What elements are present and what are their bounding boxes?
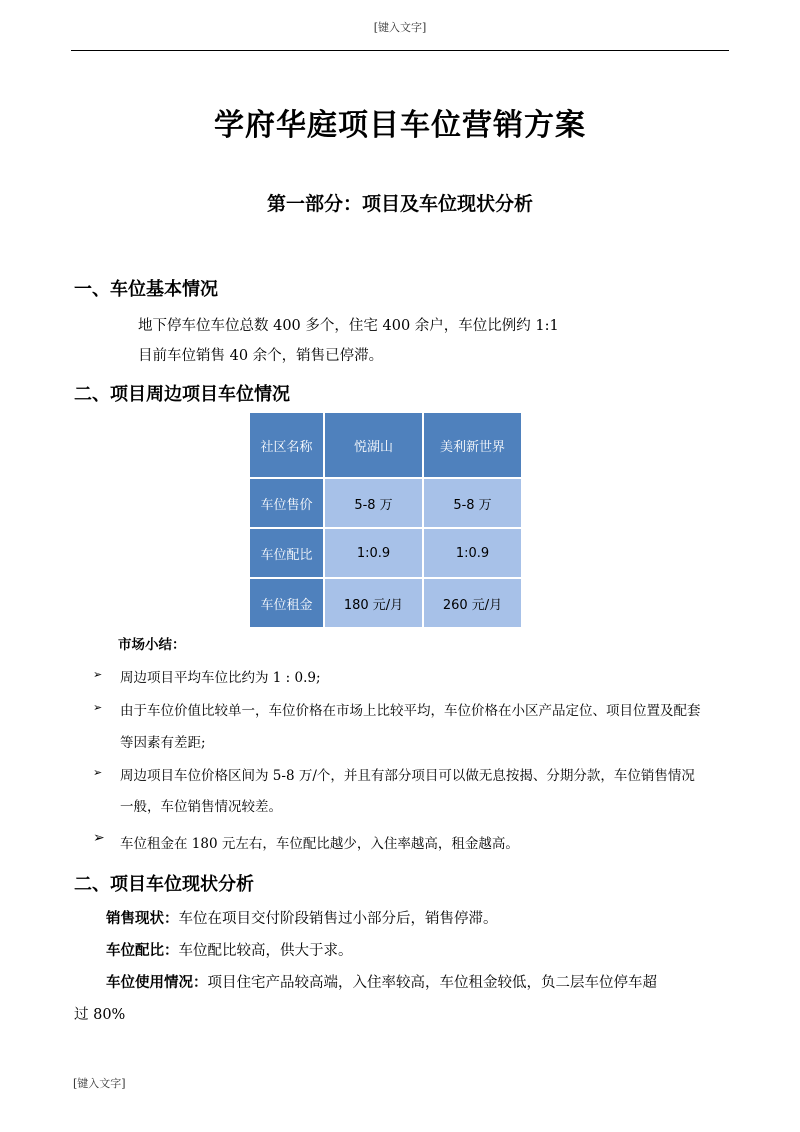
table-row [250,529,521,577]
table-cell: 1:0.9 [424,529,521,577]
table-row [250,479,521,527]
status-continuation: 过 80% [74,1007,126,1023]
bullet-item: 周边项目车位价格区间为 5-8 万/个，并且有部分项目可以做无息按揭、分期分款，车位销售情况 [120,768,695,784]
arrow-bullet-icon: ➢ [93,701,103,714]
bullet-item: 周边项目平均车位比约为 1 : 0.9; [120,670,321,686]
status-line [106,907,498,928]
row-label: 车位售价 [250,479,323,527]
arrow-bullet-icon: ➢ [93,830,105,846]
section-heading-surrounding: 二、项目周边项目车位情况 [74,384,290,405]
row-label: 车位配比 [250,529,323,577]
table-row [250,579,521,627]
table-cell: 180 元/月 [325,579,422,627]
page-header: [键入文字] [373,21,427,34]
header-divider [71,50,729,51]
table-cell: 5-8 万 [325,479,422,527]
document-title: 学府华庭项目车位营销方案 [214,108,586,143]
row-label: 车位租金 [250,579,323,627]
bullet-item-continuation: 等因素有差距; [120,735,206,751]
status-text: 车位在项目交付阶段销售过小部分后，销售停滞。 [178,911,498,927]
table-cell: 260 元/月 [424,579,521,627]
table-cell: 1:0.9 [325,529,422,577]
table-header-cell: 悦湖山 [325,413,422,477]
arrow-bullet-icon: ➢ [93,668,103,681]
arrow-bullet-icon: ➢ [93,766,103,779]
status-text: 车位配比较高，供大于求。 [178,943,353,959]
part-heading: 第一部分：项目及车位现状分析 [266,193,533,215]
bullet-item-continuation: 一般，车位销售情况较差。 [120,799,282,815]
status-line [106,939,353,960]
table-cell: 5-8 万 [424,479,521,527]
table-header-cell: 美利新世界 [424,413,521,477]
section-heading-basic: 一、车位基本情况 [74,279,218,300]
status-label: 车位使用情况： [106,975,208,991]
bullet-item: 车位租金在 180 元左右，车位配比越少，入住率越高，租金越高。 [120,836,519,852]
status-text: 项目住宅产品较高端，入住率较高，车位租金较低，负二层车位停车超 [207,975,657,991]
comparison-table [248,411,523,629]
status-label: 销售现状： [106,911,179,927]
paragraph-line: 目前车位销售 40 余个，销售已停滞。 [138,348,384,364]
status-label: 车位配比： [106,943,179,959]
page-footer: [键入文字] [73,1077,126,1090]
paragraph-line: 地下停车位车位总数 400 多个，住宅 400 余户，车位比例约 1:1 [138,318,559,334]
market-summary-label: 市场小结： [118,637,186,653]
status-line [106,971,657,992]
table-header-row [250,413,521,477]
section-heading-status: 二、项目车位现状分析 [74,874,254,895]
bullet-item: 由于车位价值比较单一，车位价格在市场上比较平均，车位价格在小区产品定位、项目位置及配套 [120,703,701,719]
table-header-cell: 社区名称 [250,413,323,477]
